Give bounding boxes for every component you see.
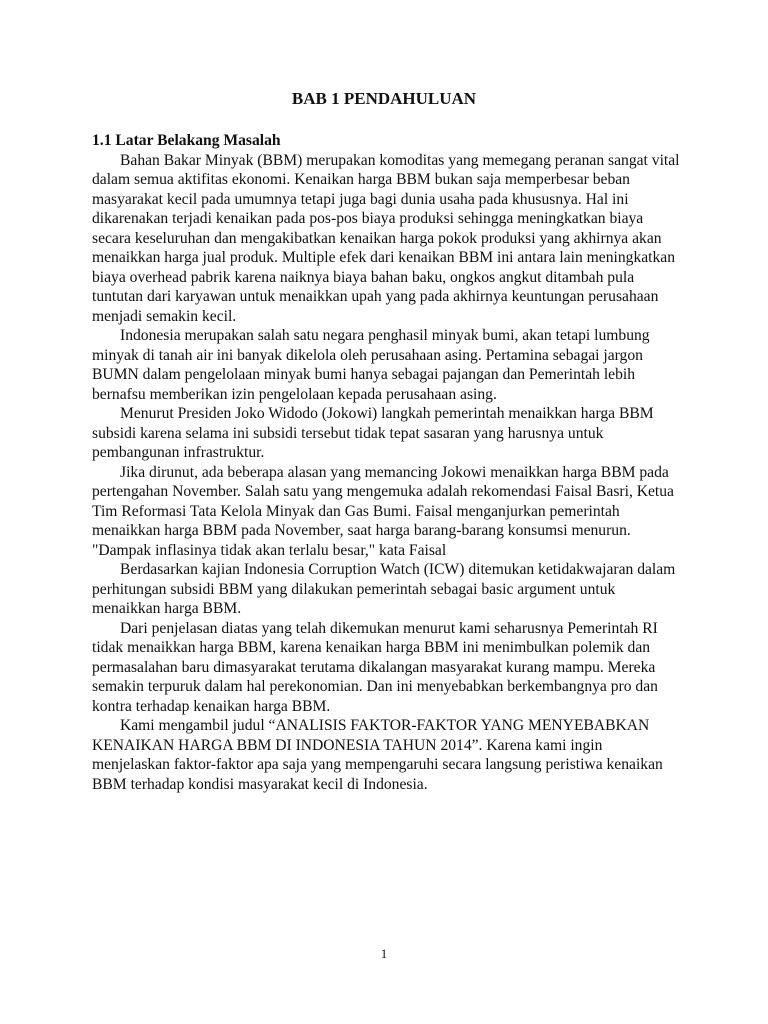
paragraph-jokowi-subsidi: Menurut Presiden Joko Widodo (Jokowi) langkah pemerintah menaikkan harga BBM subsidi karena selama ini subsidi tersebut tidak tepat sasaran yang harusnya untuk pembangunan infrastruktur. (92, 405, 654, 461)
paragraph-icw: Berdasarkan kajian Indonesia Corruption Watch (ICW) ditemukan ketidakwajaran dalam perhitungan subsidi BBM yang dilakukan pemerintah sebagai basic argument untuk menaikkan harga BBM. (92, 561, 676, 617)
paragraph-judul: Kami mengambil judul “ANALISIS FAKTOR-FAKTOR YANG MENYEBABKAN KENAIKAN HARGA BBM DI INDONESIA TAHUN 2014”. Karena kami ingin menjelaskan faktor-faktor apa saja yang mempengaruhi secara langsung peristiwa kenaikan BBM terhadap kondisi masyarakat kecil di Indonesia. (92, 717, 663, 793)
document-body (92, 131, 682, 794)
paragraph-indonesia-minyak: Indonesia merupakan salah satu negara penghasil minyak bumi, akan tetapi lumbung minyak di tanah air ini banyak dikelola oleh perusahaan asing. Pertamina sebagai jargon BUMN dalam pengelolaan minyak bumi hanya sebagai pajangan dan Pemerintah lebih bernafsu memberikan izin pengelolaan kepada perusahaan asing. (92, 327, 650, 403)
page-number: 1 (380, 946, 388, 961)
chapter-title: BAB 1 PENDAHULUAN (291, 89, 477, 108)
paragraph-penjelasan: Dari penjelasan diatas yang telah dikemukan menurut kami seharusnya Pemerintah RI tidak menaikkan harga BBM, karena kenaikan harga BBM ini menimbulkan polemik dan permasalahan baru dimasyarakat terutama dikalangan masyarakat kurang mampu. Mereka semakin terpuruk dalam hal perekonomian. Dan ini menyebabkan berkembangnya pro dan kontra terhadap kenaikan harga BBM. (92, 619, 658, 715)
paragraph-bbm-komoditas: Bahan Bakar Minyak (BBM) merupakan komoditas yang memegang peranan sangat vital dalam semua aktifitas ekonomi. Kenaikan harga BBM bukan saja memperbesar beban masyarakat kecil pada umumnya tetapi juga bagi dunia usaha pada khususnya. Hal ini dikarenakan terjadi kenaikan pada pos-pos biaya produksi sehingga meningkatkan biaya secara keseluruhan dan mengakibatkan kenaikan harga pokok produksi yang akhirnya akan menaikkan harga jual produk. Multiple efek dari kenaikan BBM ini antara lain meningkatkan biaya overhead pabrik karena naiknya biaya bahan baku, ongkos angkut ditambah pula tuntutan dari karyawan untuk menaikkan upah yang pada akhirnya keuntungan perusahaan menjadi semakin kecil. (92, 151, 680, 325)
section-heading: 1.1 Latar Belakang Masalah (92, 132, 281, 149)
paragraph-faisal-basri: Jika dirunut, ada beberapa alasan yang memancing Jokowi menaikkan harga BBM pada pertengahan November. Salah satu yang mengemuka adalah rekomendasi Faisal Basri, Ketua Tim Reformasi Tata Kelola Minyak dan Gas Bumi. Faisal menganjurkan pemerintah menaikkan harga BBM pada November, saat harga barang-barang konsumsi menurun. "Dampak inflasinya tidak akan terlalu besar," kata Faisal (92, 463, 674, 559)
